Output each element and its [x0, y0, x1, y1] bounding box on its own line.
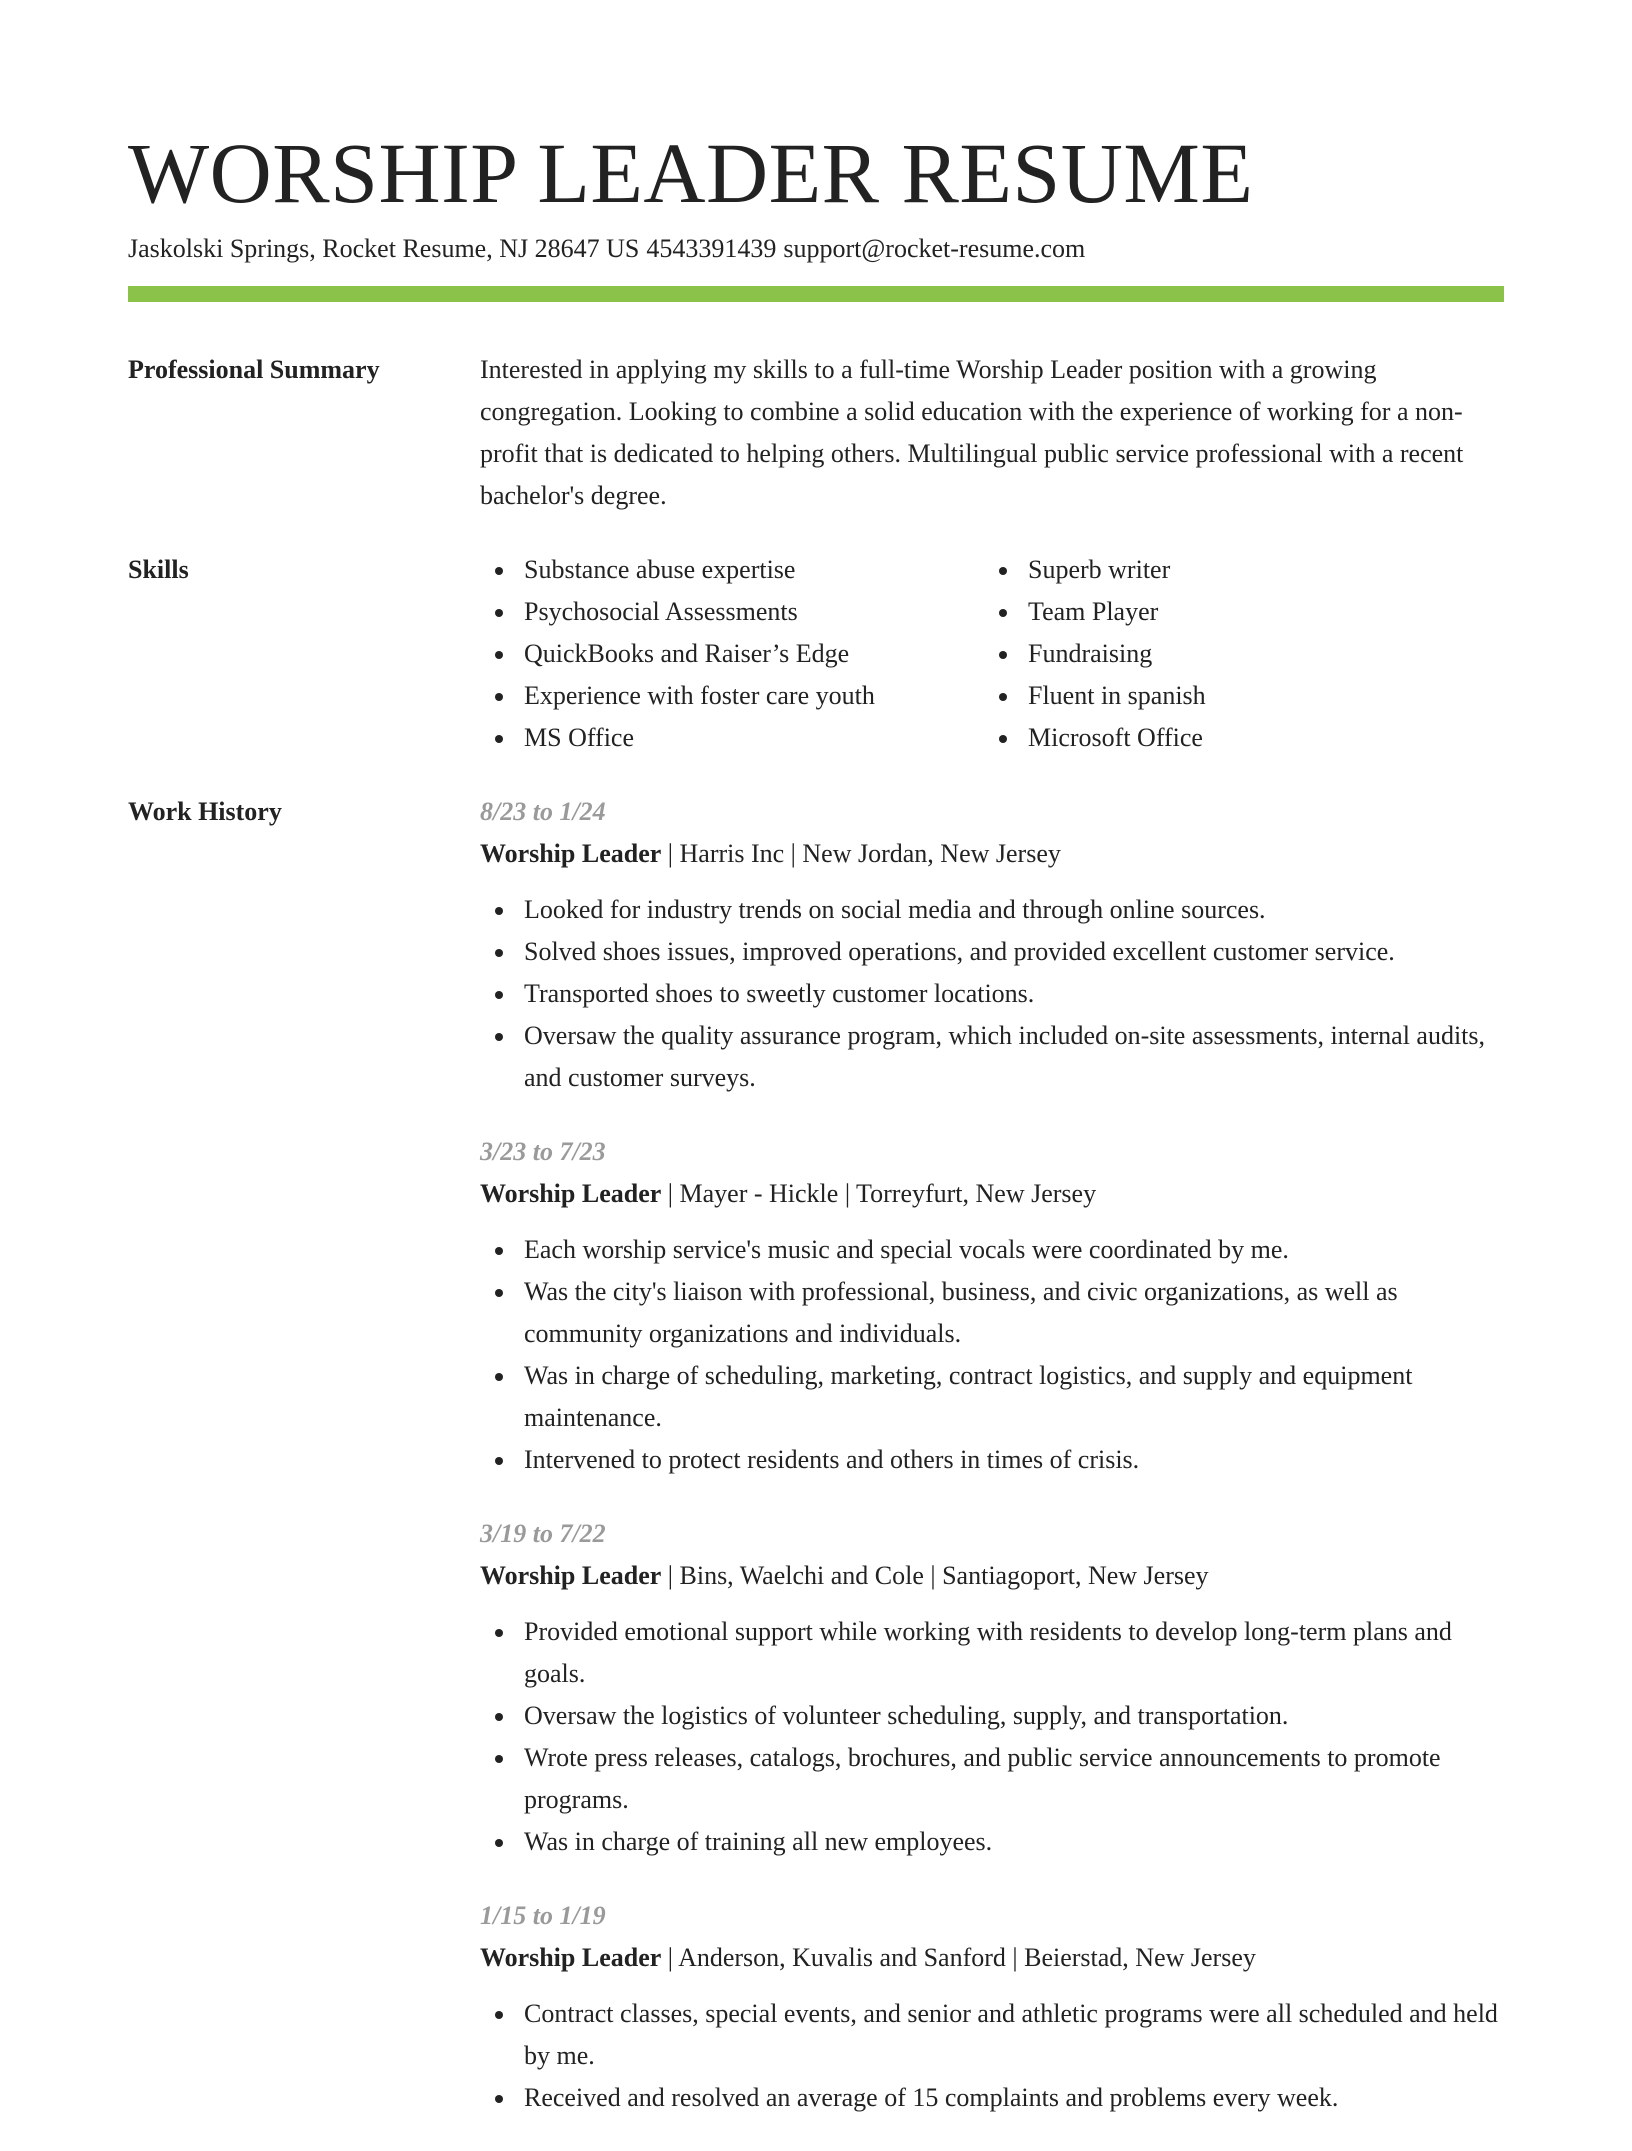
- summary-section: [128, 349, 1504, 517]
- resume-content: [128, 349, 1504, 2151]
- job-bullets: [480, 1993, 1504, 2119]
- work-history-heading: Work History: [128, 797, 282, 826]
- job-title: Worship Leader: [480, 1179, 662, 1208]
- job-dates: 3/23 to 7/23: [480, 1137, 606, 1166]
- job-heading: [480, 1173, 1504, 1215]
- job-title: Worship Leader: [480, 1943, 662, 1972]
- work-history-section: [128, 791, 1504, 2151]
- job-dates: 1/15 to 1/19: [480, 1901, 606, 1930]
- job-entry: [480, 1895, 1504, 2119]
- job-bullet: Was in charge of training all new employees.: [524, 1821, 1504, 1863]
- job-dates: 3/19 to 7/22: [480, 1519, 606, 1548]
- job-bullet: Solved shoes issues, improved operations, and provided excellent customer service.: [524, 931, 1504, 973]
- skills-list-left: [480, 549, 984, 759]
- job-details: | Bins, Waelchi and Cole | Santiagoport, New Jersey: [661, 1561, 1209, 1590]
- job-bullets: [480, 1229, 1504, 1481]
- skill-item: Substance abuse expertise: [524, 549, 984, 591]
- job-entry: [480, 1513, 1504, 1863]
- job-title: Worship Leader: [480, 839, 662, 868]
- job-details: | Anderson, Kuvalis and Sanford | Beierstad, New Jersey: [661, 1943, 1256, 1972]
- job-bullet: Was in charge of scheduling, marketing, contract logistics, and supply and equipment maintenance.: [524, 1355, 1504, 1439]
- job-details: | Harris Inc | New Jordan, New Jersey: [661, 839, 1061, 868]
- summary-heading: Professional Summary: [128, 355, 380, 384]
- job-entry: [480, 791, 1504, 1099]
- job-bullet: Provided emotional support while working with residents to develop long-term plans and goals.: [524, 1611, 1504, 1695]
- contact-phone: 4543391439: [646, 234, 777, 263]
- job-bullet: Each worship service's music and special vocals were coordinated by me.: [524, 1229, 1504, 1271]
- job-heading: [480, 1555, 1504, 1597]
- job-bullet: Looked for industry trends on social media and through online sources.: [524, 889, 1504, 931]
- job-dates: 8/23 to 1/24: [480, 797, 606, 826]
- skills-section: [128, 549, 1504, 759]
- job-bullet: Was the city's liaison with professional, business, and civic organizations, as well as community organizations and individuals.: [524, 1271, 1504, 1355]
- skill-item: Fluent in spanish: [1028, 675, 1488, 717]
- job-details: | Mayer - Hickle | Torreyfurt, New Jersey: [661, 1179, 1097, 1208]
- summary-text: Interested in applying my skills to a full-time Worship Leader position with a growing congregation. Looking to combine a solid education with the experience of working for a non-profit that is dedicated to helping others. Multilingual public service professional with a recent bachelor's degree.: [480, 355, 1464, 510]
- job-entry: [480, 1131, 1504, 1481]
- accent-divider: [128, 286, 1504, 302]
- job-bullet: Oversaw the quality assurance program, which included on-site assessments, internal audits, and customer surveys.: [524, 1015, 1504, 1099]
- job-bullets: [480, 1611, 1504, 1863]
- work-history-body: [480, 791, 1504, 2151]
- job-bullets: [480, 889, 1504, 1099]
- job-bullet: Contract classes, special events, and senior and athletic programs were all scheduled and held by me.: [524, 1993, 1504, 2077]
- skills-columns: [480, 549, 1504, 759]
- job-bullet: Oversaw the logistics of volunteer scheduling, supply, and transportation.: [524, 1695, 1504, 1737]
- skill-item: MS Office: [524, 717, 984, 759]
- skill-item: Team Player: [1028, 591, 1488, 633]
- skill-item: Experience with foster care youth: [524, 675, 984, 717]
- contact-email: support@rocket-resume.com: [783, 234, 1086, 263]
- skills-body: [480, 549, 1504, 759]
- skill-item: QuickBooks and Raiser’s Edge: [524, 633, 984, 675]
- job-bullet: Transported shoes to sweetly customer locations.: [524, 973, 1504, 1015]
- contact-line: [128, 232, 1085, 266]
- skill-item: Microsoft Office: [1028, 717, 1488, 759]
- skill-item: Psychosocial Assessments: [524, 591, 984, 633]
- job-bullet: Intervened to protect residents and others in times of crisis.: [524, 1439, 1504, 1481]
- job-heading: [480, 833, 1504, 875]
- job-bullet: Received and resolved an average of 15 complaints and problems every week.: [524, 2077, 1504, 2119]
- skills-heading: Skills: [128, 555, 189, 584]
- job-title: Worship Leader: [480, 1561, 662, 1590]
- page-title: WORSHIP LEADER RESUME: [128, 125, 1254, 221]
- skill-item: Superb writer: [1028, 549, 1488, 591]
- job-bullet: Wrote press releases, catalogs, brochures, and public service announcements to promote programs.: [524, 1737, 1504, 1821]
- job-heading: [480, 1937, 1504, 1979]
- skill-item: Fundraising: [1028, 633, 1488, 675]
- contact-address: Jaskolski Springs, Rocket Resume, NJ 28647 US: [128, 234, 640, 263]
- skills-list-right: [984, 549, 1488, 759]
